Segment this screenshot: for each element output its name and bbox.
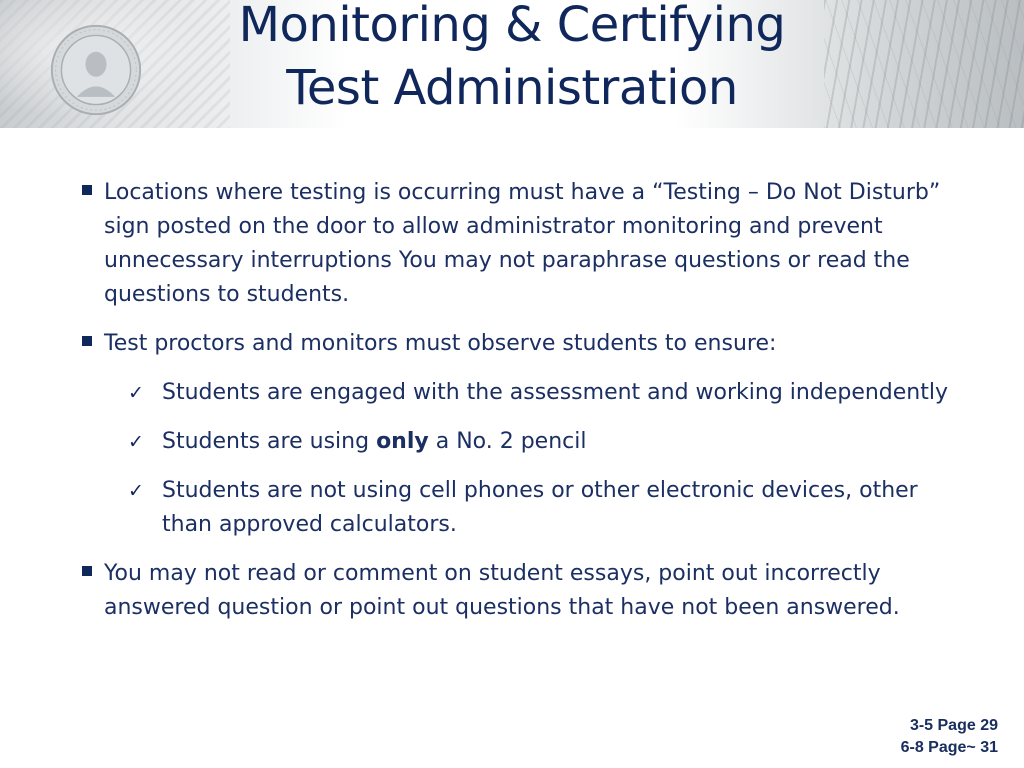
bullet-item xyxy=(78,557,958,625)
header-banner xyxy=(0,0,1024,128)
bullet-item xyxy=(78,327,958,361)
slide-body xyxy=(78,176,958,640)
slide-title xyxy=(0,0,1024,120)
sub-bullet-text-before: Students are using xyxy=(162,429,377,454)
sub-bullet-item xyxy=(78,425,958,459)
title-line-2: Test Administration xyxy=(286,60,738,116)
bullet-text: You may not read or comment on student essays, point out incorrectly answered question or point out questions that have not been answered. xyxy=(104,561,900,620)
page-reference-line-2: 6-8 Page~ 31 xyxy=(900,739,998,756)
title-line-1: Monitoring & Certifying xyxy=(238,0,786,53)
square-bullet-icon xyxy=(82,185,92,195)
page-reference xyxy=(901,715,998,759)
bullet-text: Locations where testing is occurring must have a “Testing – Do Not Disturb” sign posted on the door to allow administrator monitoring and prevent unnecessary interruptions You may not paraphrase questions or read the questions to students. xyxy=(104,180,941,307)
sub-bullet-item xyxy=(78,376,958,410)
sub-bullet-text-after: a No. 2 pencil xyxy=(428,429,587,454)
sub-bullet-text: Students are engaged with the assessment and working independently xyxy=(162,380,949,405)
sub-bullet-text-bold: only xyxy=(376,429,429,454)
sub-bullet-text: Students are not using cell phones or other electronic devices, other than approved calculators. xyxy=(162,478,918,537)
bullet-text: Test proctors and monitors must observe students to ensure: xyxy=(104,331,777,356)
square-bullet-icon xyxy=(82,336,92,346)
square-bullet-icon xyxy=(82,566,92,576)
page-reference-line-1: 3-5 Page 29 xyxy=(909,717,998,734)
sub-bullet-text xyxy=(162,429,586,454)
bullet-item xyxy=(78,176,958,312)
checkmark-icon: ✓ xyxy=(128,480,144,502)
sub-bullet-item xyxy=(78,474,958,542)
checkmark-icon: ✓ xyxy=(128,382,144,404)
checkmark-icon: ✓ xyxy=(128,431,144,453)
